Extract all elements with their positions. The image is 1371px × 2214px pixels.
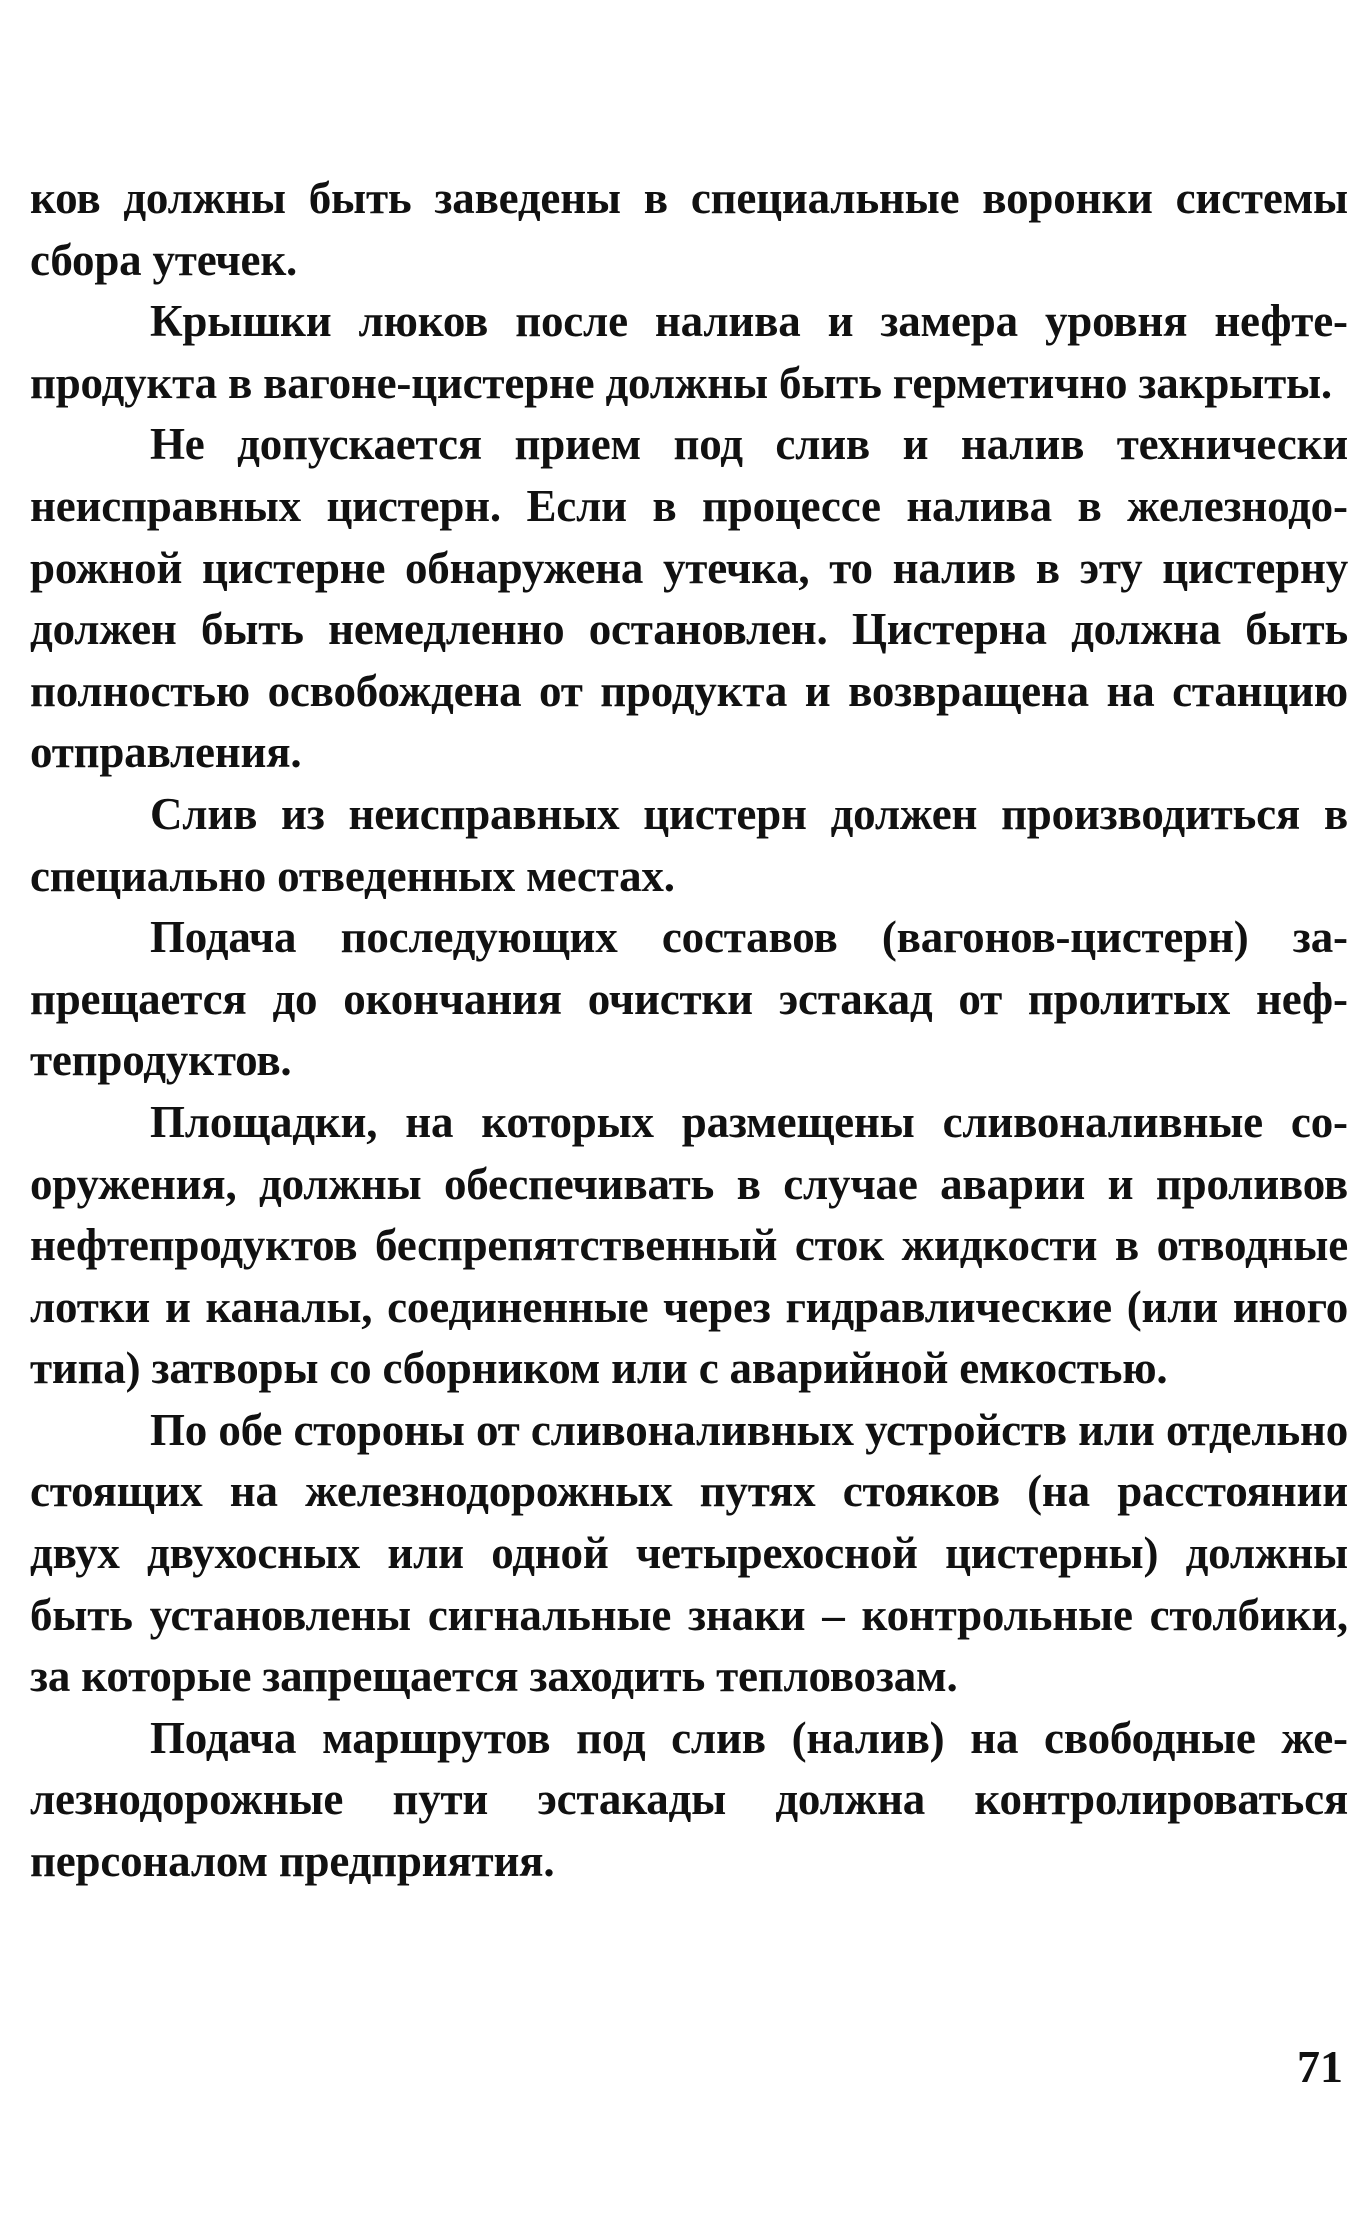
paragraph-3: Не допускается прием под слив и налив технически неисправных цистерн. Если в процессе налива в железнодорожной цистерне обнаружена утечка, то налив в эту цистерну должен быть немедленно остановлен. Цистерна должна быть полностью освобождена от продукта и возвращена на станцию отправления. — [30, 419, 1348, 778]
document-body — [30, 168, 1348, 1893]
paragraph-5: Подача последующих составов (вагонов-цистерн) запрещается до окончания очистки эстакад от пролитых нефтепродуктов. — [30, 912, 1348, 1086]
paragraph-6: Площадки, на которых размещены сливоналивные сооружения, должны обеспечивать в случае аварии и проливов нефтепродуктов беспрепятственный сток жидкости в отводные лотки и каналы, соединенные через гидравлические (или иного типа) затворы со сборником или с аварийной емкостью. — [30, 1096, 1348, 1394]
paragraph-8: Подача маршрутов под слив (налив) на свободные железнодорожные пути эстакады должна контролироваться персоналом предприятия. — [30, 1712, 1348, 1887]
paragraph-2: Крышки люков после налива и замера уровня нефтепродукта в вагоне-цистерне должны быть герметично закрыты. — [30, 296, 1348, 408]
page-number: 71 — [1297, 2041, 1343, 2092]
paragraph-4: Слив из неисправных цистерн должен производиться в специально отведенных местах. — [30, 788, 1348, 901]
paragraph-7: По обе стороны от сливоналивных устройств или отдельно стоящих на железнодорожных путях стояков (на расстоянии двух двухосных или одной четырехосной цистерны) должны быть установлены сигнальные знаки – контрольные столбики, за которые запрещается заходить тепловозам. — [30, 1404, 1348, 1702]
paragraph-1: ков должны быть заведены в специальные воронки системы сбора утечек. — [30, 173, 1348, 285]
